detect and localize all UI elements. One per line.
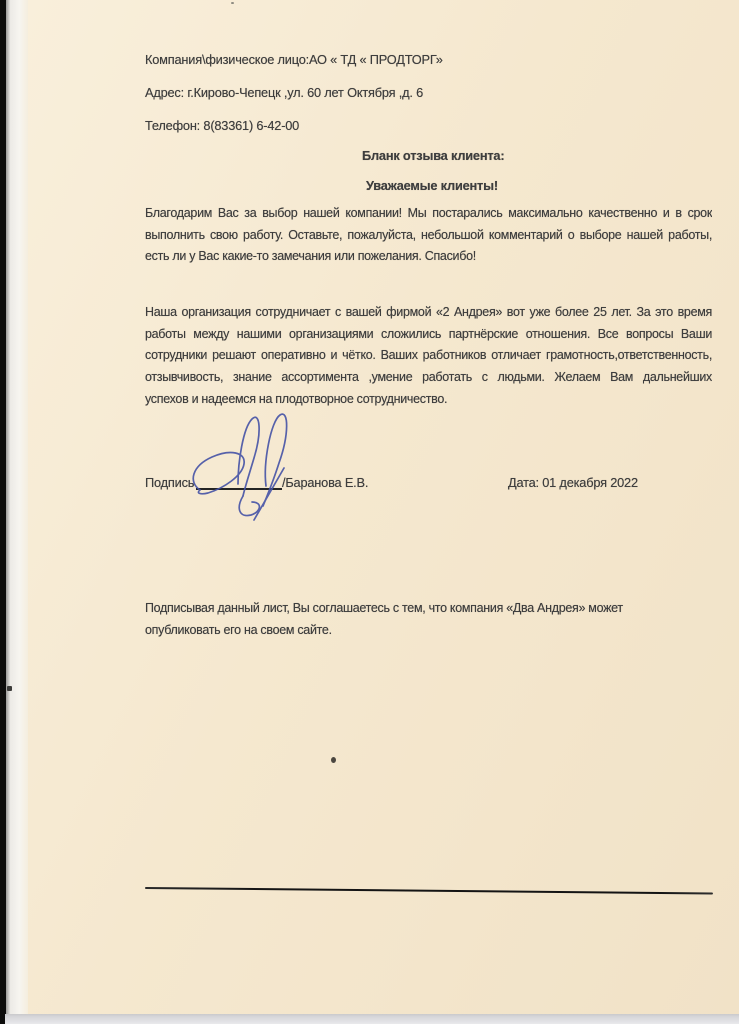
signature-label: Подпись: [145, 475, 195, 490]
review-line: успехов и надеемся на плодотворное сотрудничество.: [145, 391, 448, 406]
review-line: работы между нашими организациями сложились партнёрские отношения. Все вопросы Ваши: [145, 326, 712, 341]
review-line: Наша организация сотрудничает с вашей фирмой «2 Андрея» вот уже более 25 лет. За это время: [145, 305, 712, 319]
company-line: Компания\физическое лицо:АО « ТД « ПРОДТОРГ»: [145, 52, 443, 67]
date-text: Дата: 01 декабря 2022: [508, 475, 638, 490]
review-line: сотрудники решают оперативно и чётко. Ваших работников отличает грамотность,ответственность,: [145, 348, 712, 363]
form-title: Бланк отзыва клиента:: [362, 148, 505, 163]
consent-paragraph: [145, 598, 705, 641]
handwritten-signature: [166, 406, 316, 524]
address-line: Адрес: г.Кирово-Чепецк ,ул. 60 лет Октября ,д. 6: [145, 85, 423, 100]
consent-line: Подписывая данный лист, Вы соглашаетесь с тем, что компания «Два Андрея» может: [145, 601, 623, 615]
intro-line: есть ли у Вас какие-то замечания или пожелания. Спасибо!: [145, 249, 476, 264]
signature-stroke-group: [193, 414, 286, 520]
review-paragraph: [145, 302, 712, 410]
form-greeting: Уважаемые клиенты!: [366, 178, 498, 193]
scan-margin-bottom: [5, 1014, 739, 1024]
signatory-name: /Баранова Е.В.: [282, 475, 369, 490]
intro-paragraph: [145, 203, 712, 268]
consent-line: опубликовать его на своем сайте.: [145, 622, 332, 637]
dust-speck: [331, 757, 336, 763]
dust-speck: [7, 686, 12, 691]
dust-speck: [231, 2, 234, 4]
intro-line: выполнить свою работу. Оставьте, пожалуйста, небольшой комментарий о выборе нашей работы,: [145, 227, 712, 242]
intro-line: Благодарим Вас за выбор нашей компании! Мы постарались максимально качественно и в срок: [145, 206, 712, 220]
review-line: отзывчивость, знание ассортимента ,умение работать с людьми. Желаем Вам дальнейших: [145, 370, 712, 385]
scan-margin-left: [6, 0, 30, 1014]
phone-line: Телефон: 8(83361) 6-42-00: [145, 118, 300, 133]
